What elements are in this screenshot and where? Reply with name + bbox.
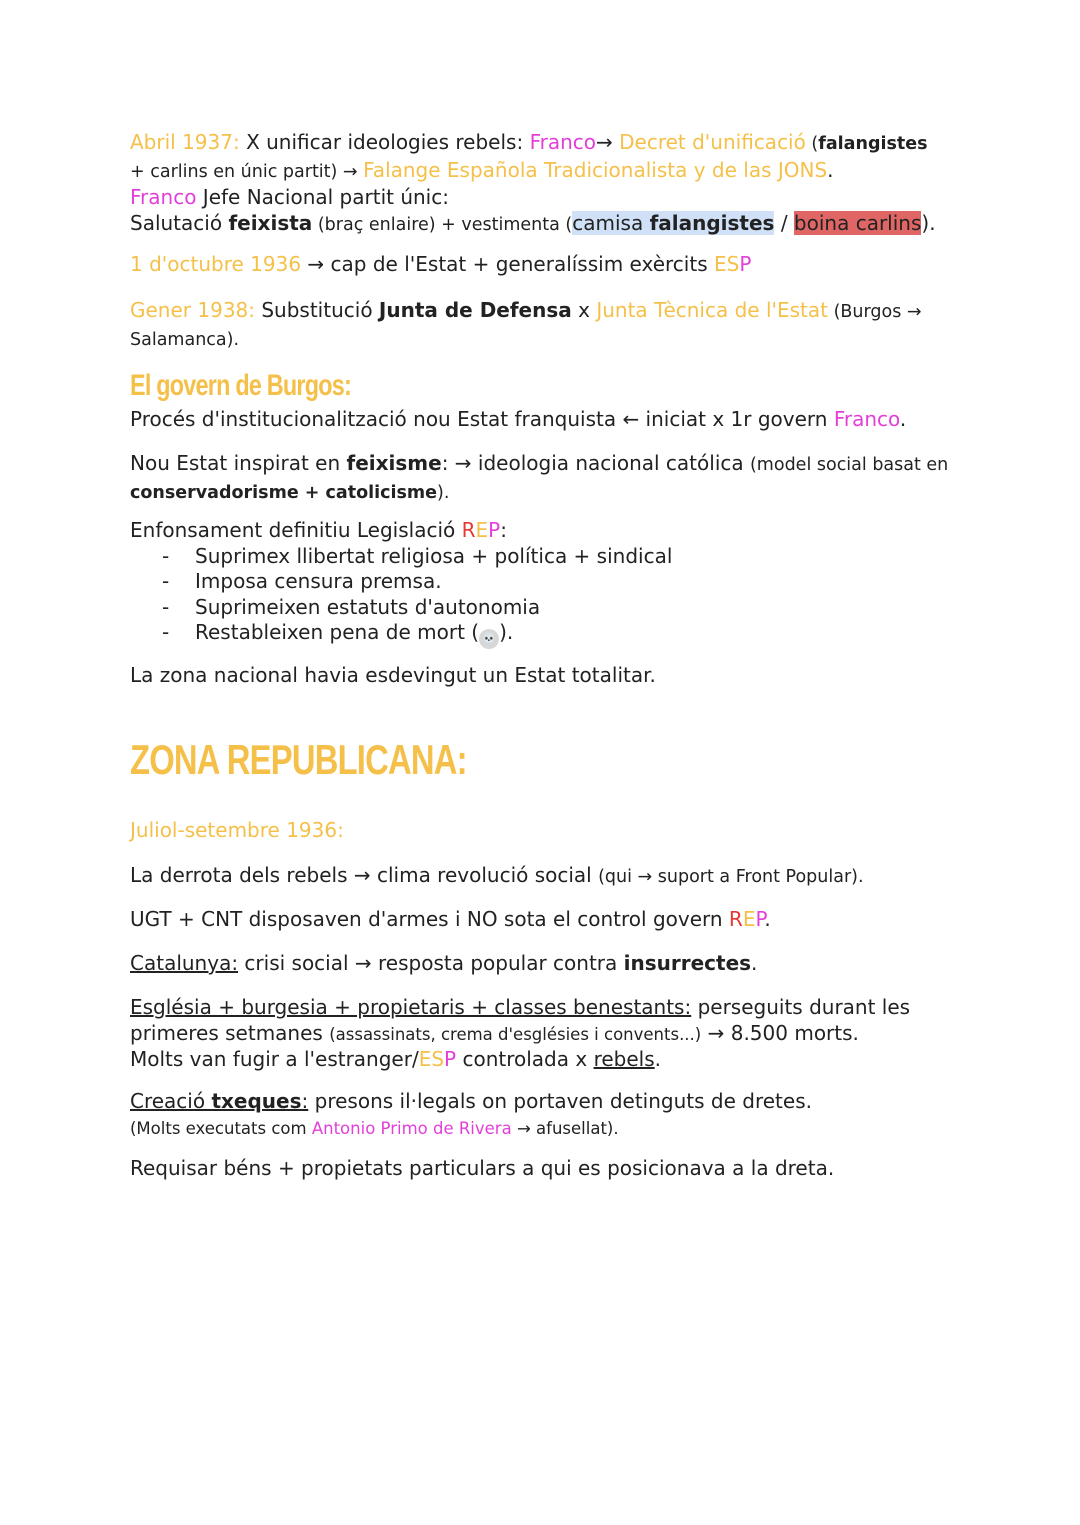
name-franco: Franco (130, 185, 197, 209)
name-franco: Franco (529, 130, 596, 154)
govern-burgos-heading: El govern de Burgos: (130, 369, 352, 402)
gener-1938-paragraph: Gener 1938: Substitució Junta de Defensa x Junta Tècnica de l'Estat (Burgos → Salamanca). (130, 298, 922, 350)
zona-paragraph-4: Església + burgesia + propietaris + classes benestants: perseguits durant les primeres setmanes (assassinats, crema d'esglésies i convents...) → 8.500 morts. Molts van fugir a l'estranger/ESP controlada x rebels. (130, 995, 911, 1071)
list-item: - Suprimex llibertat religiosa + política + sindical (130, 544, 960, 570)
camisa-highlight: camisa falangistes (572, 210, 775, 235)
zona-paragraph-5: Creació txeques: presons il·legals on portaven detinguts de dretes. (Molts executats com Antonio Primo de Rivera → afusellat). (130, 1089, 812, 1138)
decret-unificacio: Decret d'unificació (619, 130, 806, 154)
govern-paragraph-1: Procés d'institucionalització nou Estat franquista ← iniciat x 1r govern Franco. (130, 407, 907, 431)
zona-paragraph-3: Catalunya: crisi social → resposta popular contra insurrectes. (130, 951, 758, 975)
legislacio-list (130, 544, 960, 650)
zona-paragraph-6: Requisar béns + propietats particulars a qui es posicionava a la dreta. (130, 1156, 835, 1180)
list-item: - Imposa censura premsa. (130, 569, 960, 595)
name-franco: Franco (833, 407, 900, 431)
abril-1937-paragraph: Abril 1937: X unificar ideologies rebels: Franco→ Decret d'unificació (falangistes + carlins en únic partit) → Falange Española Tradicionalista y de las JONS. Franco Jefe Nacional partit únic: Salutació feixista (braç enlaire) + vestimenta (camisa falangistes / boina carlins). (130, 130, 936, 235)
zona-paragraph-2: UGT + CNT disposaven d'armes i NO sota el control govern REP. (130, 907, 771, 931)
list-item: - Restableixen pena de mort ( 💀 ). (130, 620, 960, 649)
date-abril-1937: Abril 1937: (130, 130, 240, 154)
octubre-1936-paragraph: 1 d'octubre 1936 → cap de l'Estat + generalíssim exèrcits ESP (130, 252, 752, 276)
govern-paragraph-4: La zona nacional havia esdevingut un Estat totalitar. (130, 663, 656, 687)
date-juliol-setembre-1936: Juliol-setembre 1936: (130, 818, 344, 842)
skull-icon: 💀 (479, 629, 499, 649)
list-item: - Suprimeixen estatuts d'autonomia (130, 595, 960, 621)
date-gener-1938: Gener 1938: (130, 298, 255, 322)
date-octubre-1936: 1 d'octubre 1936 (130, 252, 302, 276)
govern-paragraph-3: Enfonsament definitiu Legislació REP: - Suprimex llibertat religiosa + política + sindical - Imposa censura premsa. - Suprimeixen estatuts d'autonomia - Restableixen pena de mort ( 💀 ). (130, 518, 960, 649)
name-primo-de-rivera: Antonio Primo de Rivera (311, 1118, 512, 1138)
boina-highlight: boina carlins (793, 210, 922, 235)
falange-name: Falange Española Tradicionalista y de las JONS (363, 157, 828, 182)
govern-paragraph-2: Nou Estat inspirat en feixisme: → ideologia nacional católica (model social basat en conservadorisme + catolicisme). (130, 451, 949, 503)
zona-republicana-heading: ZONA REPUBLICANA: (130, 736, 467, 783)
zona-paragraph-1: La derrota dels rebels → clima revolució social (qui → suport a Front Popular). (130, 863, 864, 887)
